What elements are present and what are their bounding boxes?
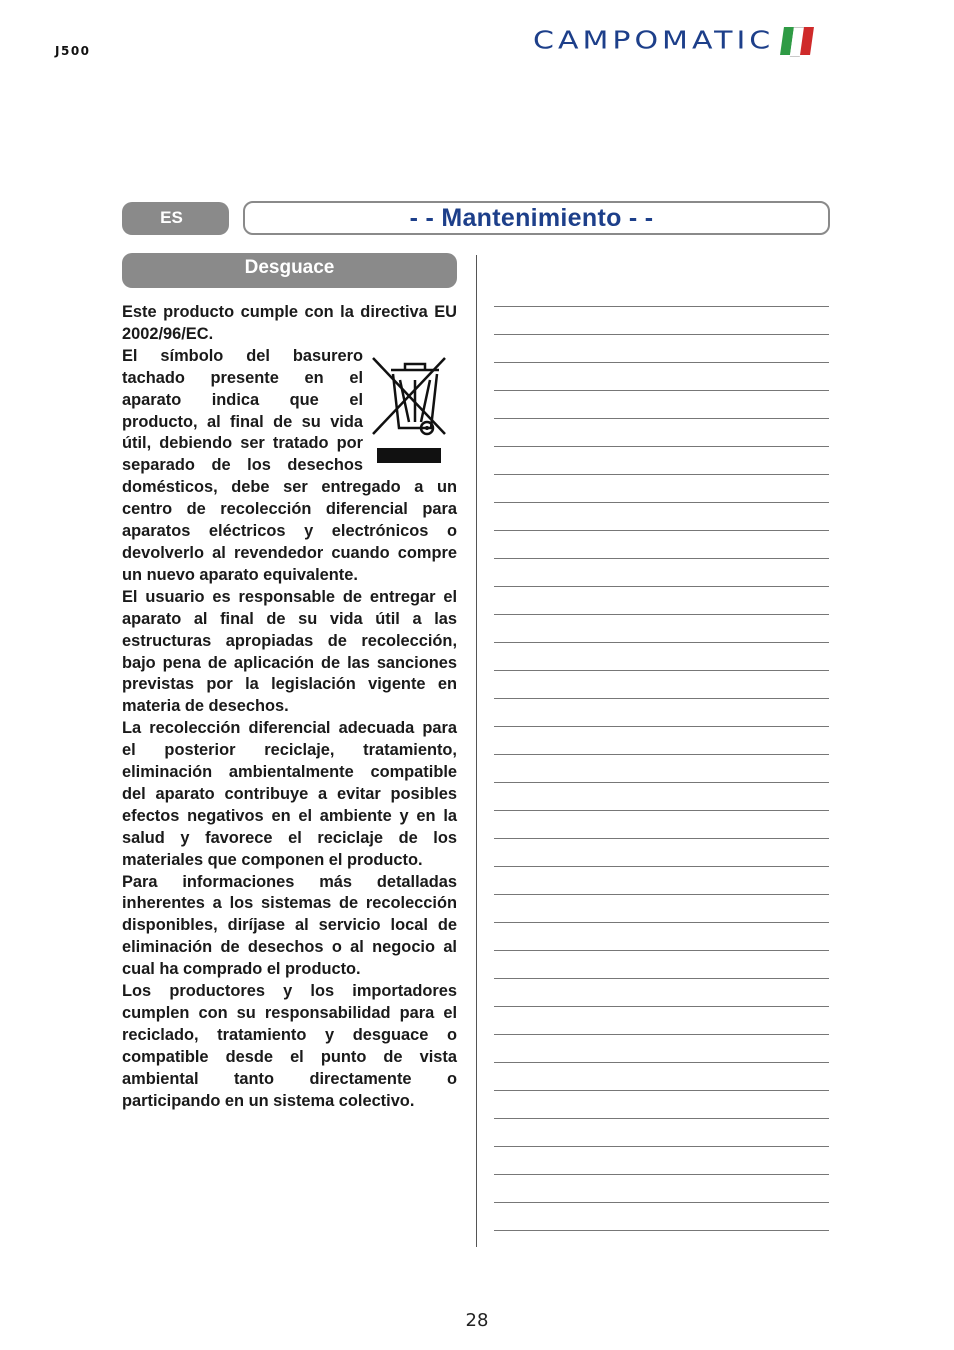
column-divider xyxy=(476,255,477,1247)
section-title-box xyxy=(243,201,830,235)
language-badge-label: ES xyxy=(160,207,183,227)
note-line xyxy=(494,726,829,727)
note-line xyxy=(494,390,829,391)
subsection-badge xyxy=(122,253,457,288)
note-line xyxy=(494,474,829,475)
note-line xyxy=(494,754,829,755)
note-line xyxy=(494,334,829,335)
note-line xyxy=(494,810,829,811)
page-number: 28 xyxy=(465,1310,489,1331)
paragraph-user-responsibility: El usuario es responsable de entregar el aparato al final de su vida útil a las estructuras apropiadas de recolección, bajo pena de aplicación de las sanciones previstas por la legislación vigente en materia de desechos. xyxy=(122,587,457,716)
model-code: J500 xyxy=(55,44,91,58)
section-title: - - Mantenimiento - - xyxy=(409,203,654,232)
note-line xyxy=(494,978,829,979)
note-line xyxy=(494,950,829,951)
note-line xyxy=(494,614,829,615)
note-line xyxy=(494,586,829,587)
note-line xyxy=(494,1118,829,1119)
notes-lines xyxy=(494,306,829,1258)
note-line xyxy=(494,306,829,307)
note-line xyxy=(494,446,829,447)
note-line xyxy=(494,866,829,867)
subsection-title: Desguace xyxy=(244,256,335,278)
italian-flag-icon xyxy=(780,27,814,55)
note-line xyxy=(494,1230,829,1231)
note-line xyxy=(494,502,829,503)
note-line xyxy=(494,1034,829,1035)
note-line xyxy=(494,838,829,839)
language-badge xyxy=(122,202,229,235)
note-line xyxy=(494,698,829,699)
crossed-out-wheelie-bin-icon xyxy=(369,352,461,464)
paragraph-directive: Este producto cumple con la directiva EU 2002/96/EC. xyxy=(122,303,457,343)
note-line xyxy=(494,1006,829,1007)
brand-name: CAMPOMATIC xyxy=(533,26,775,55)
note-line xyxy=(494,670,829,671)
note-line xyxy=(494,530,829,531)
paragraph-collection: La recolección diferencial adecuada para el posterior reciclaje, tratamiento, eliminación ambientalmente compatible del aparato contribuye a evitar posibles efectos negativos en el ambiente y en la salud y favorece el reciclaje de los materiales que componen el producto. xyxy=(122,719,457,869)
note-line xyxy=(494,782,829,783)
note-line xyxy=(494,1174,829,1175)
note-line xyxy=(494,642,829,643)
paragraph-producers: Los productores y los importadores cumplen con su responsabilidad para el reciclado, tratamiento y desguace o compatible desde el punto de vista ambiental tanto directamente o participando en un sistema colectivo. xyxy=(122,982,457,1110)
disposal-text xyxy=(122,302,457,1113)
note-line xyxy=(494,418,829,419)
note-line xyxy=(494,362,829,363)
note-line xyxy=(494,894,829,895)
note-line xyxy=(494,922,829,923)
brand-logo xyxy=(533,26,812,56)
note-line xyxy=(494,1090,829,1091)
paragraph-symbol-block xyxy=(122,346,457,587)
note-line xyxy=(494,558,829,559)
note-line xyxy=(494,1202,829,1203)
note-line xyxy=(494,1146,829,1147)
paragraph-information: Para informaciones más detalladas inherentes a los sistemas de recolección disponibles, diríjase al servicio local de eliminación de desechos o al negocio al cual ha comprado el producto. xyxy=(122,872,457,979)
paragraph-symbol: El símbolo del basurero tachado presente en el aparato indica que el producto, al final de su vida útil, debiendo ser tratado por separado de los desechos domésticos, debe ser entregado a un centro de recolección diferencial para aparatos eléctricos y electrónicos o devolverlo al revendedor cuando compre un nuevo aparato equivalente. xyxy=(122,346,457,584)
note-line xyxy=(494,1062,829,1063)
